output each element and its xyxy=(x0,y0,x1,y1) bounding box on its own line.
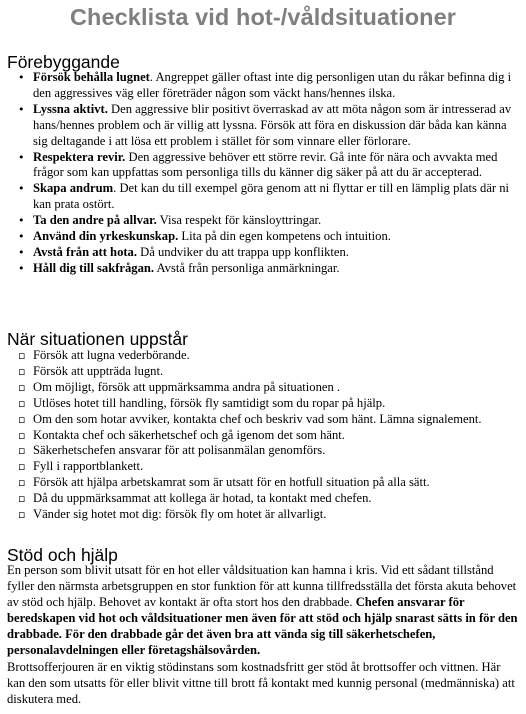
checklist-item xyxy=(0,412,526,428)
checklist-item-bold: Håll dig till sakfrågan. xyxy=(33,260,155,275)
checklist-item xyxy=(0,261,526,277)
bullet-icon: • xyxy=(18,214,25,228)
checklist-item-text: Visa respekt för känsloyttringar. xyxy=(156,213,322,228)
checklist-item-text: Fyll i rapportblankett. xyxy=(33,459,144,474)
bullet-icon: • xyxy=(18,261,25,275)
checklist-item xyxy=(0,181,526,213)
checklist-item-text: Försök att hjälpa arbetskamrat som är utsatt för en hotfull situation på alla sätt. xyxy=(33,475,430,490)
support-paragraph-2: Brottsofferjouren är en viktig stödinstans som kostnadsfritt ger stöd åt brottsoffer och vittnen. Här kan den som utsatts för eller blivit vittne till brott få kontakt med kunnig personal (medmänniska) att diskutera med. xyxy=(7,660,515,706)
hollow-bullet-icon: ▫ xyxy=(18,476,26,490)
hollow-bullet-icon: ▫ xyxy=(18,364,26,378)
checklist-item-text: Om möjligt, försök att uppmärksamma andra på situationen . xyxy=(33,379,341,394)
checklist-item xyxy=(0,150,526,182)
checklist-item-bold: Lyssna aktivt. xyxy=(33,101,108,116)
bullet-icon: • xyxy=(18,150,25,164)
checklist-item xyxy=(0,229,526,245)
support-paragraph-1-text: En person som blivit utsatt för en hot eller våldsituation kan hamna i kris. Vid ett sådant tillstånd fyller den närmsta arbetsgruppen en stor funktion för att kunna tillfredsställa det första akuta behovet av stöd och hjälp. Behovet av kontakt är ofta stort hos den drabbade. xyxy=(7,563,517,609)
checklist-item xyxy=(0,459,526,475)
bullet-icon: • xyxy=(18,245,25,259)
checklist-item-bold: Respektera revir. xyxy=(33,149,126,164)
hollow-bullet-icon: ▫ xyxy=(18,380,26,394)
checklist-item xyxy=(0,491,526,507)
checklist-item xyxy=(0,428,526,444)
hollow-bullet-icon: ▫ xyxy=(18,412,26,426)
checklist-item xyxy=(0,443,526,459)
checklist-item xyxy=(0,348,526,364)
checklist-item xyxy=(0,245,526,261)
support-paragraph-1 xyxy=(7,563,521,658)
bullet-icon: • xyxy=(18,102,25,116)
checklist-item xyxy=(0,102,526,150)
checklist-item-bold: Avstå från att hota. xyxy=(33,244,138,259)
hollow-bullet-icon: ▫ xyxy=(18,396,26,410)
checklist-item-text: . Det kan du till exempel göra genom att ni flyttar er till en lämplig plats där ni kan prata ostört. xyxy=(33,181,510,212)
checklist-item-bold: Använd din yrkeskunskap. xyxy=(33,229,179,244)
hollow-bullet-icon: ▫ xyxy=(18,428,26,442)
checklist-item-text: Lita på din egen kompetens och intuition. xyxy=(178,229,391,244)
checklist-item-text: Vänder sig hotet mot dig: försök fly om hotet är allvarligt. xyxy=(33,507,327,522)
page-title: Checklista vid hot-/våldsituationer xyxy=(69,4,457,30)
hollow-bullet-icon: ▫ xyxy=(18,508,26,522)
checklist-item-text: Den aggressive blir positivt överraskad av att möta någon som är intresserad av hans/hennes problem och är villig att lyssna. Försök att föra en diskussion där båda kan känna sig deltagande i att lösa ett problem i stället för som vinnare eller förlorare. xyxy=(33,101,512,148)
bullet-icon: • xyxy=(18,71,25,84)
hollow-bullet-icon: ▫ xyxy=(18,492,26,506)
checklist-item xyxy=(0,70,526,102)
hollow-bullet-icon: ▫ xyxy=(18,460,26,474)
support-paragraph-1-bold: Chefen ansvarar för beredskapen vid hot och våldsituationer men även för att stöd och hjälp snarast sätts in för den drabbade. För den drabbade går det även bra att vända sig till säkerhetschefen, personalavdelningen eller företagshälsovården. xyxy=(7,594,518,657)
checklist-item-text: Den aggressive behöver ett större revir. Gå inte för nära och avvakta med frågor som kan uppfattas som personliga tills du känner dig säker på att du är accepterad. xyxy=(33,149,498,180)
hollow-bullet-icon: ▫ xyxy=(18,349,26,362)
section-heading-support: Stöd och hjälp xyxy=(7,545,118,565)
bullet-icon: • xyxy=(18,182,25,196)
checklist-item-text: Avstå från personliga anmärkningar. xyxy=(154,260,340,275)
checklist-item-text: Kontakta chef och säkerhetschef och gå igenom det som hänt. xyxy=(33,427,345,442)
situation-checklist xyxy=(0,348,526,523)
checklist-item xyxy=(0,507,526,523)
checklist-item-text: Säkerhetschefen ansvarar för att polisanmälan genomförs. xyxy=(33,443,326,458)
hollow-bullet-icon: ▫ xyxy=(18,444,26,458)
checklist-item-bold: Ta den andre på allvar. xyxy=(33,213,157,228)
checklist-item xyxy=(0,213,526,229)
prevent-checklist xyxy=(0,70,526,277)
checklist-item-text: Försök att uppträda lugnt. xyxy=(33,363,164,378)
checklist-item-text: Då undviker du att trappa upp konflikten. xyxy=(137,244,349,259)
checklist-item-text: Utlöses hotet till handling, försök fly samtidigt som du ropar på hjälp. xyxy=(33,395,386,410)
checklist-item-bold: Skapa andrum xyxy=(33,181,114,196)
section-heading-prevent: Förebyggande xyxy=(7,52,120,72)
checklist-item-text: . Angreppet gäller oftast inte dig personligen utan du råkar befinna dig i den aggressives väg eller företräder någon som väckt hans/hennes ilska. xyxy=(33,70,512,100)
section-heading-situation: När situationen uppstår xyxy=(7,329,188,349)
checklist-item-bold: Försök behålla lugnet xyxy=(33,70,150,84)
checklist-item-text: Försök att lugna vederbörande. xyxy=(33,348,190,362)
checklist-item-text: Om den som hotar avviker, kontakta chef och beskriv vad som hänt. Lämna signalement. xyxy=(33,411,482,426)
checklist-item xyxy=(0,380,526,396)
checklist-item xyxy=(0,396,526,412)
checklist-item-text: Då du uppmärksammat att kollega är hotad, ta kontakt med chefen. xyxy=(33,491,372,506)
checklist-item xyxy=(0,364,526,380)
bullet-icon: • xyxy=(18,230,25,244)
checklist-item xyxy=(0,475,526,491)
